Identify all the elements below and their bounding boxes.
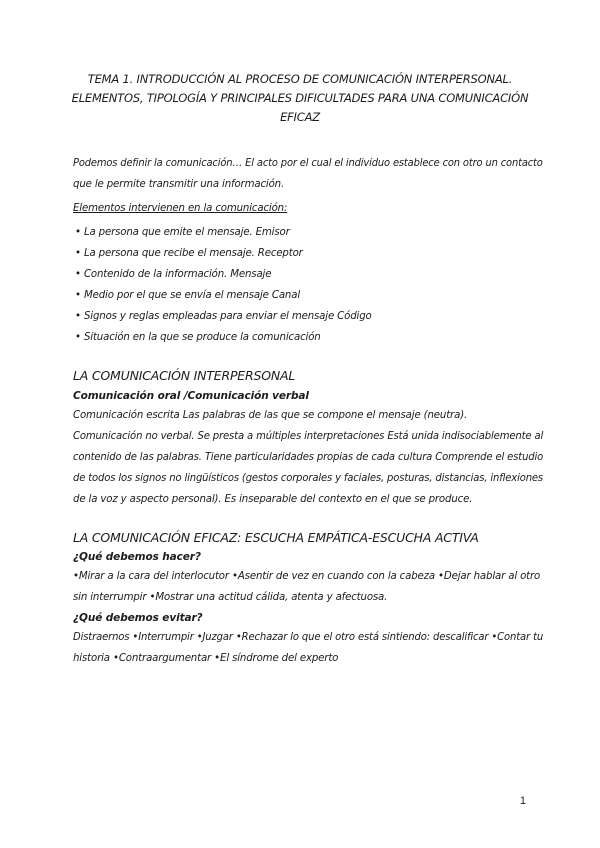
- title-line: TEMA 1. INTRODUCCIÓN AL PROCESO DE COMUNICACIÓN INTERPERSONAL.: [87, 72, 513, 86]
- intro-line: Podemos definir la comunicación… El acto por el cual el individuo establece con otro un contacto: [73, 158, 543, 169]
- paragraph-line: Distraernos •Interrumpir •Juzgar •Rechazar lo que el otro está sintiendo: descalificar •Contar tu: [73, 632, 544, 643]
- paragraph-line: sin interrumpir •Mostrar una actitud cálida, atenta y afectuosa.: [73, 592, 388, 603]
- paragraph-line: Comunicación no verbal. Se presta a múltiples interpretaciones Está unida indisociablemente al: [73, 431, 544, 442]
- paragraph-line: de todos los signos no lingüísticos (gestos corporales y faciales, posturas, distancias, inflexiones: [73, 473, 543, 484]
- list-item: • La persona que emite el mensaje. Emisor: [75, 227, 290, 238]
- paragraph-line: contenido de las palabras. Tiene particularidades propias de cada cultura Comprende el estudio: [73, 452, 544, 463]
- avoid-paragraph: [73, 627, 543, 669]
- interpersonal-paragraph: [73, 405, 543, 510]
- list-item: • Situación en la que se produce la comunicación: [75, 332, 321, 343]
- title-line: EFICAZ: [280, 110, 320, 124]
- section-heading-interpersonal: LA COMUNICACIÓN INTERPERSONAL: [73, 368, 296, 383]
- list-item: • Contenido de la información. Mensaje: [75, 269, 272, 280]
- elements-heading: Elementos intervienen en la comunicación:: [73, 203, 288, 214]
- intro-paragraph: [73, 153, 543, 195]
- subheading-do: ¿Qué debemos hacer?: [73, 551, 201, 563]
- subheading-avoid: ¿Qué debemos evitar?: [73, 612, 203, 624]
- document-title: [60, 70, 540, 127]
- do-paragraph: [73, 566, 543, 608]
- paragraph-line: Comunicación escrita Las palabras de las que se compone el mensaje (neutra).: [73, 410, 468, 421]
- intro-line: que le permite transmitir una información.: [73, 179, 285, 190]
- paragraph-line: de la voz y aspecto personal). Es inseparable del contexto en el que se produce.: [73, 494, 473, 505]
- page-number: 1: [519, 795, 526, 807]
- list-item: • La persona que recibe el mensaje. Receptor: [75, 248, 303, 259]
- list-item: • Medio por el que se envía el mensaje Canal: [75, 290, 301, 301]
- section-heading-eficaz: LA COMUNICACIÓN EFICAZ: ESCUCHA EMPÁTICA-ESCUCHA ACTIVA: [73, 530, 479, 545]
- elements-list: [73, 222, 543, 348]
- subheading-verbal: Comunicación oral /Comunicación verbal: [73, 390, 309, 402]
- paragraph-line: historia •Contraargumentar •El síndrome del experto: [73, 653, 339, 664]
- list-item: • Signos y reglas empleadas para enviar el mensaje Código: [75, 311, 372, 322]
- paragraph-line: •Mirar a la cara del interlocutor •Asentir de vez en cuando con la cabeza •Dejar hablar al otro: [73, 571, 541, 582]
- title-line: ELEMENTOS, TIPOLOGÍA Y PRINCIPALES DIFICULTADES PARA UNA COMUNICACIÓN: [71, 91, 529, 105]
